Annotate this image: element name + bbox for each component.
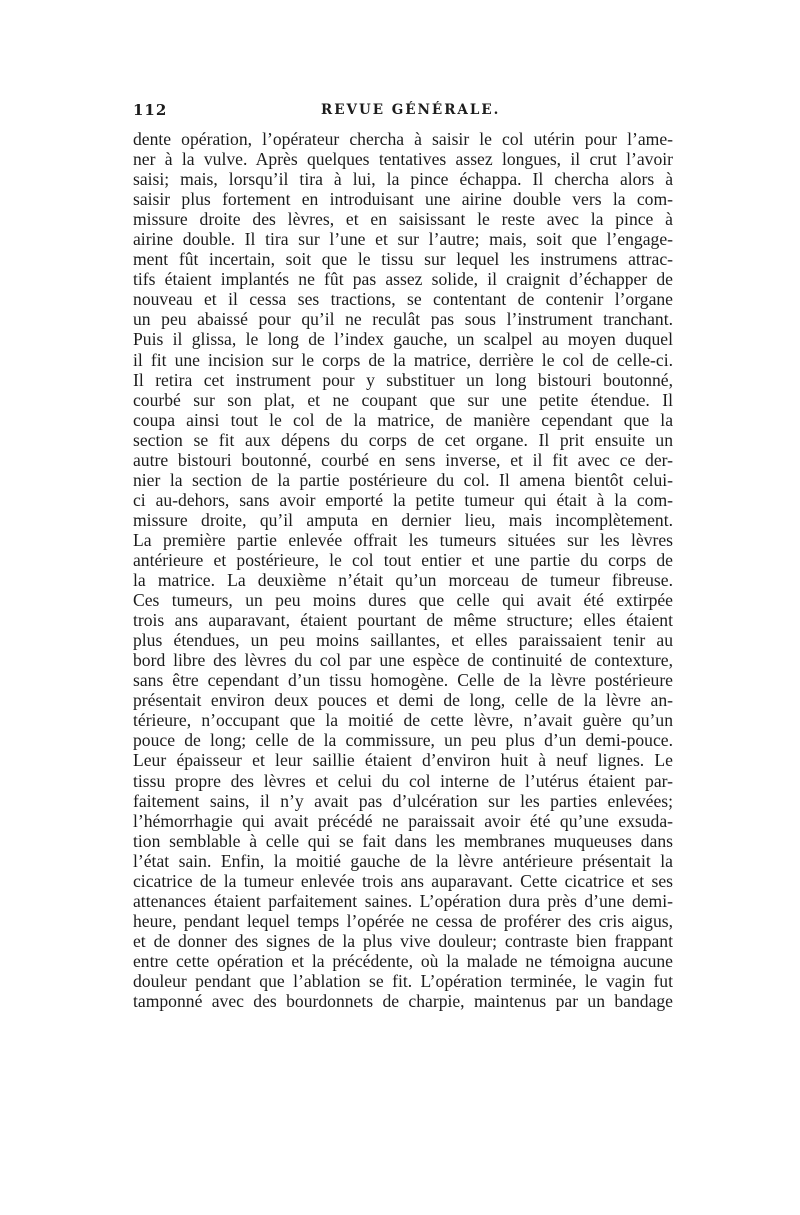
text-line: sans être cependant d’un tissu homogène. Celle de la lèvre postérieure [133, 670, 673, 691]
text-line: faitement sains, il n’y avait pas d’ulcération sur les parties enlevées; [133, 790, 673, 811]
running-title: REVUE GÉNÉRALE. [321, 102, 501, 118]
text-line: dente opération, l’opérateur chercha à saisir le col utérin pour l’ame- [133, 129, 673, 149]
text-line: coupa ainsi tout le col de la matrice, de manière cependant que la [133, 409, 673, 430]
text-line: entre cette opération et la précédente, où la malade ne témoigna aucune [133, 950, 673, 971]
text-line: La première partie enlevée offrait les tumeurs situées sur les lèvres [133, 529, 673, 550]
text-line: nier la section de la partie postérieure du col. Il amena bientôt celui- [133, 469, 673, 490]
body-text [133, 129, 673, 1011]
text-line: ment fût incertain, soit que le tissu sur lequel les instrumens attrac- [133, 249, 673, 270]
text-line: Puis il glissa, le long de l’index gauche, un scalpel au moyen duquel [133, 329, 673, 350]
text-line: la matrice. La deuxième n’était qu’un morceau de tumeur fibreuse. [133, 570, 673, 591]
page-header [133, 101, 673, 123]
text-line: cicatrice de la tumeur enlevée trois ans auparavant. Cette cicatrice et ses [133, 870, 673, 891]
text-line: térieure, n’occupant que la moitié de cette lèvre, n’avait guère qu’un [133, 710, 673, 731]
text-line: ner à la vulve. Après quelques tentatives assez longues, il crut l’avoir [133, 149, 673, 170]
text-line: il fit une incision sur le corps de la matrice, derrière le col de celle-ci. [133, 349, 673, 370]
text-line: section se fit aux dépens du corps de cet organe. Il prit ensuite un [133, 429, 673, 450]
text-line: douleur pendant que l’ablation se fit. L’opération terminée, le vagin fut [133, 970, 673, 991]
text-line: tifs étaient implantés ne fût pas assez solide, il craignit d’échapper de [133, 269, 673, 290]
text-line: tion semblable à celle qui se fait dans les membranes muqueuses dans [133, 830, 673, 851]
text-line: missure droite des lèvres, et en saisissant le reste avec la pince à [133, 209, 673, 230]
text-line: bord libre des lèvres du col par une espèce de continuité de contexture, [133, 650, 673, 671]
text-line: ci au-dehors, sans avoir emporté la petite tumeur qui était à la com- [133, 489, 673, 510]
page-number: 112 [133, 101, 168, 119]
text-line: tamponné avec des bourdonnets de charpie, maintenus par un bandage [133, 991, 673, 1012]
text-line: courbé sur son plat, et ne coupant que sur une petite étendue. Il [133, 389, 673, 410]
text-line: trois ans auparavant, étaient pourtant de même structure; elles étaient [133, 610, 673, 631]
text-line: présentait environ deux pouces et demi de long, celle de la lèvre an- [133, 690, 673, 711]
text-line: l’hémorrhagie qui avait précédé ne paraissait avoir été qu’une exsuda- [133, 810, 673, 831]
text-line: heure, pendant lequel temps l’opérée ne cessa de proférer des cris aigus, [133, 910, 673, 931]
text-line: saisir plus fortement en introduisant une airine double vers la com- [133, 189, 673, 210]
text-line: missure droite, qu’il amputa en dernier lieu, mais incomplètement. [133, 509, 673, 530]
text-line: plus étendues, un peu moins saillantes, et elles paraissaient tenir au [133, 630, 673, 651]
text-line: antérieure et postérieure, le col tout entier et une partie du corps de [133, 549, 673, 570]
text-line: attenances étaient parfaitement saines. L’opération dura près d’une demi- [133, 890, 673, 911]
text-line: nouveau et il cessa ses tractions, se contentant de contenir l’organe [133, 289, 673, 310]
text-line: Leur épaisseur et leur saillie étaient d’environ huit à neuf lignes. Le [133, 750, 673, 771]
text-line: l’état sain. Enfin, la moitié gauche de la lèvre antérieure présentait la [133, 850, 673, 871]
text-line: et de donner des signes de la plus vive douleur; contraste bien frappant [133, 930, 673, 951]
text-line: Ces tumeurs, un peu moins dures que celle qui avait été extirpée [133, 590, 673, 611]
text-line: autre bistouri boutonné, courbé en sens inverse, et il fit avec ce der- [133, 449, 673, 470]
text-line: tissu propre des lèvres et celui du col interne de l’utérus étaient par- [133, 770, 673, 791]
text-line: un peu abaissé pour qu’il ne reculât pas sous l’instrument tranchant. [133, 309, 673, 330]
text-line: airine double. Il tira sur l’une et sur l’autre; mais, soit que l’engage- [133, 229, 673, 250]
text-line: pouce de long; celle de la commissure, un peu plus d’un demi-pouce. [133, 730, 673, 751]
text-line: saisi; mais, lorsqu’il tira à lui, la pince échappa. Il chercha alors à [133, 169, 673, 190]
text-line: Il retira cet instrument pour y substituer un long bistouri boutonné, [133, 369, 673, 390]
